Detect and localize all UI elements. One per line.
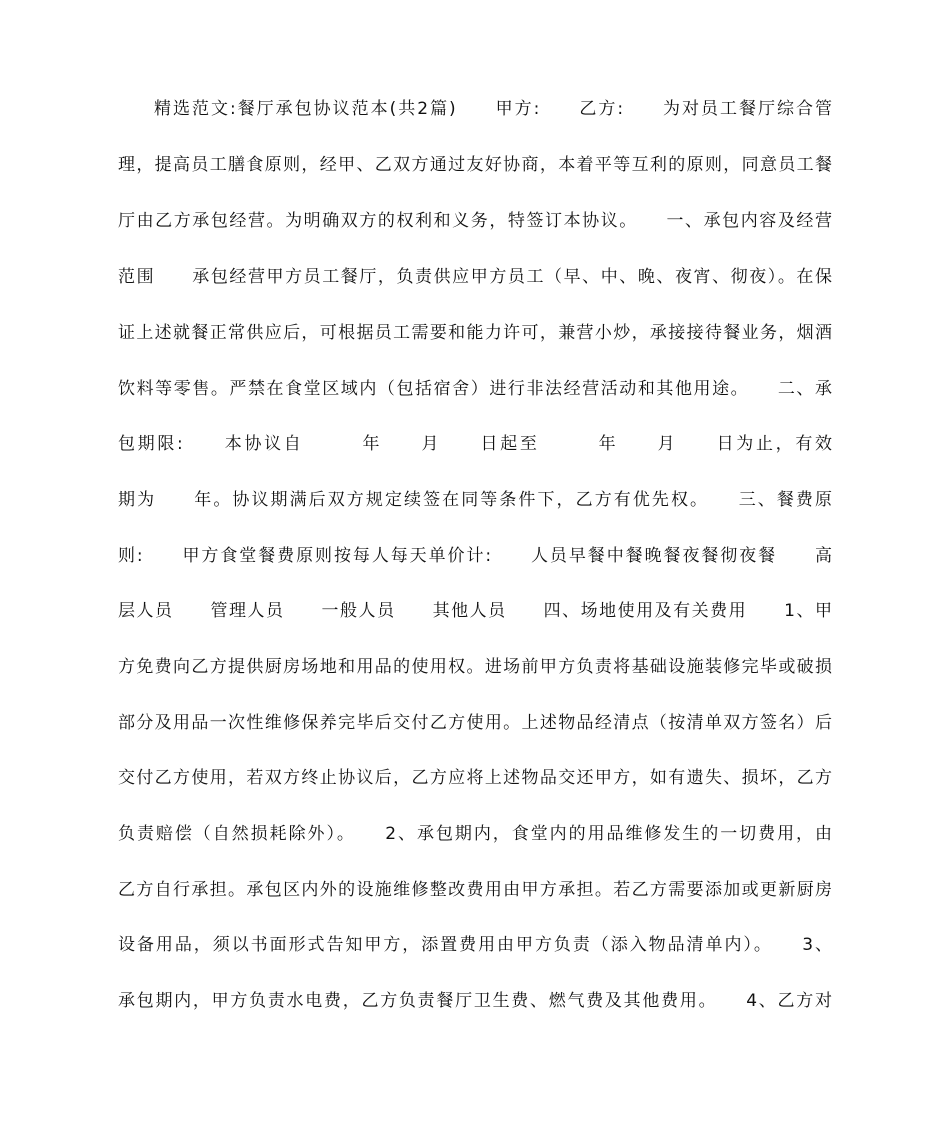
text-line: 饮料等零售。严禁在食堂区域内（包括宿舍）进行非法经营活动和其他用途。 二、承 bbox=[118, 379, 832, 399]
text-line: 范围 承包经营甲方员工餐厅，负责供应甲方员工（早、中、晚、夜宵、彻夜）。在保 bbox=[118, 267, 832, 287]
text-line: 乙方自行承担。承包区内外的设施维修整改费用由甲方承担。若乙方需要添加或更新厨房 bbox=[118, 880, 832, 900]
text-line: 理，提高员工膳食原则，经甲、乙双方通过友好协商，本着平等互利的原则，同意员工餐 bbox=[118, 155, 832, 175]
text-line: 负责赔偿（自然损耗除外）。 2、承包期内，食堂内的用品维修发生的一切费用，由 bbox=[118, 824, 832, 844]
text-line: 承包期内，甲方负责水电费，乙方负责餐厅卫生费、燃气费及其他费用。 4、乙方对 bbox=[118, 991, 832, 1011]
text-line: 方免费向乙方提供厨房场地和用品的使用权。进场前甲方负责将基础设施装修完毕或破损 bbox=[118, 657, 832, 677]
text-line: 部分及用品一次性维修保养完毕后交付乙方使用。上述物品经清点（按清单双方签名）后 bbox=[118, 713, 832, 733]
text-line: 证上述就餐正常供应后，可根据员工需要和能力许可，兼营小炒，承接接待餐业务，烟酒 bbox=[118, 323, 832, 343]
text-line: 设备用品，须以书面形式告知甲方，添置费用由甲方负责（添入物品清单内）。 3、 bbox=[118, 935, 832, 955]
text-line: 层人员 管理人员 一般人员 其他人员 四、场地使用及有关费用 1、甲 bbox=[118, 601, 832, 621]
text-line: 包期限: 本协议自 年 月 日起至 年 月 日为止，有效 bbox=[118, 434, 832, 454]
text-line: 厅由乙方承包经营。为明确双方的权利和义务，特签订本协议。 一、承包内容及经营 bbox=[118, 211, 832, 231]
text-line: 交付乙方使用，若双方终止协议后，乙方应将上述物品交还甲方，如有遗失、损坏，乙方 bbox=[118, 768, 832, 788]
text-line: 精选范文:餐厅承包协议范本(共2篇) 甲方: 乙方: 为对员工餐厅综合管 bbox=[154, 99, 832, 119]
text-line: 期为 年。协议期满后双方规定续签在同等条件下，乙方有优先权。 三、餐费原 bbox=[118, 490, 832, 510]
text-line: 则: 甲方食堂餐费原则按每人每天单价计: 人员早餐中餐晚餐夜餐彻夜餐 高 bbox=[118, 546, 832, 566]
